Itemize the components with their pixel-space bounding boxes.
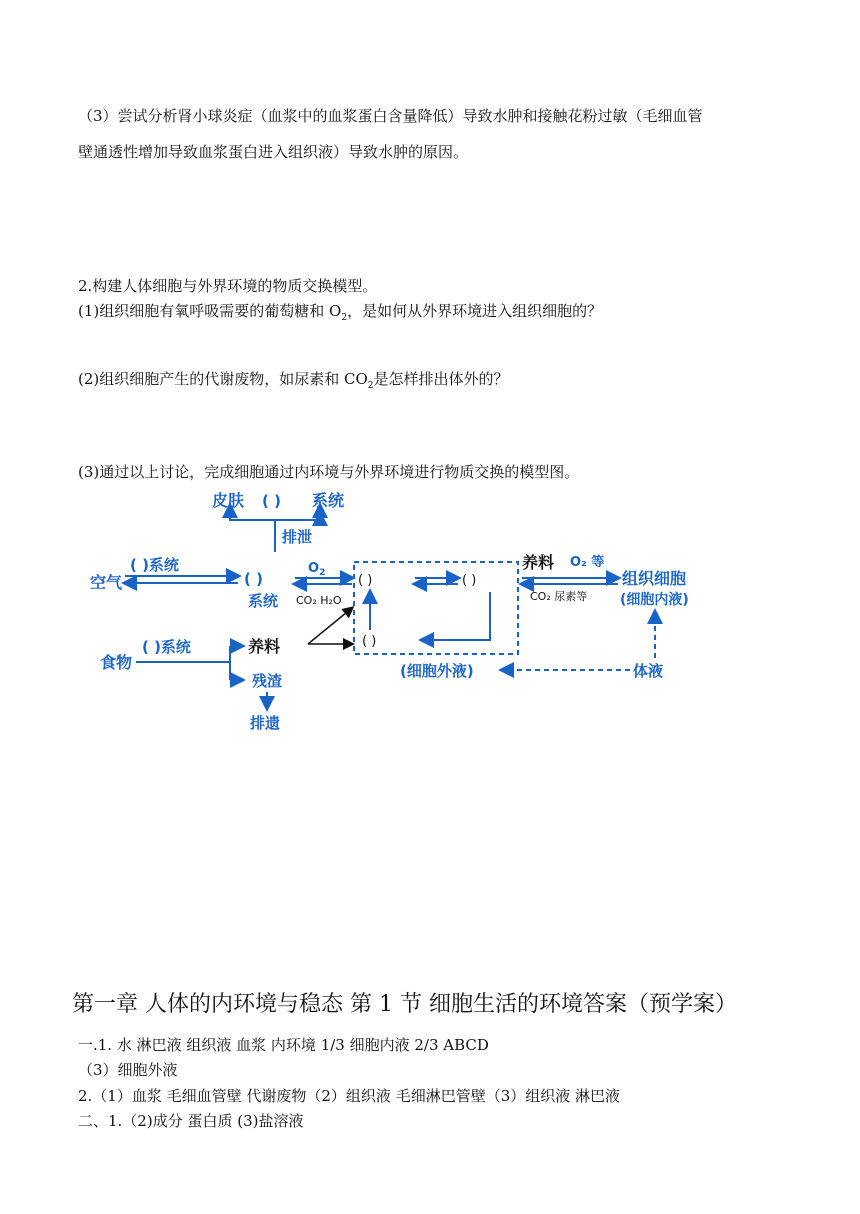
section-2-question-1: (1)组织细胞有氧呼吸需要的葡萄糖和 $O_2$，是如何从外界环境进入组织细胞的？ <box>78 302 603 323</box>
co2-h2o-label: CO₂ H₂O <box>296 594 342 607</box>
answers-line-1: 一.1. 水 淋巴液 组织液 血浆 内环境 1/3 细胞内液 2/3 ABCD <box>78 1036 489 1054</box>
tissue-cell-label: 组织细胞 <box>622 569 687 588</box>
o2-label: $O_2$ <box>308 561 326 578</box>
co2-urea-label: CO₂ 尿素等 <box>530 590 588 603</box>
body-fluid-label: 体液 <box>633 662 664 680</box>
blank-lymph: ( ) <box>362 634 377 649</box>
material-exchange-diagram <box>70 480 730 740</box>
question-3-line-2: 壁通透性增加导致血浆蛋白进入组织液）导致水肿的原因。 <box>78 143 469 161</box>
blank-system-digestive: ( )系统 <box>142 638 191 656</box>
extracellular-label: (细胞外液) <box>400 662 474 680</box>
blank-plasma: ( ) <box>358 573 373 588</box>
residue-label: 残渣 <box>252 672 283 690</box>
answers-line-4: 二、1.（2)成分 蛋白质 (3)盐溶液 <box>78 1112 304 1130</box>
arrow-tissue-to-lymph <box>422 592 490 640</box>
intracellular-label: (细胞内液) <box>620 592 689 608</box>
nutrient-right-label: 养料 <box>522 553 555 572</box>
blank-skin-system: ( ) <box>262 492 281 510</box>
section-2-question-3: (3)通过以上讨论，完成细胞通过内环境与外界环境进行物质交换的模型图。 <box>78 463 580 481</box>
o2-etc-label: O₂ 等 <box>570 555 605 570</box>
answers-line-3: 2.（1）血浆 毛细血管壁 代谢废物（2）组织液 毛细淋巴管壁（3）组织液 淋巴液 <box>78 1087 621 1105</box>
food-label: 食物 <box>100 653 133 672</box>
system-label-top: 系统 <box>312 491 345 510</box>
excretion-label: 排泄 <box>282 528 313 546</box>
excretion-bracket <box>230 514 320 520</box>
nutrient-left-label: 养料 <box>248 637 281 656</box>
section-2-question-2: (2)组织细胞产生的代谢废物，如尿素和 $CO_2$是怎样排出体外的？ <box>78 370 509 391</box>
blank-lung-system: ( ) <box>244 570 263 588</box>
answers-line-2: （3）细胞外液 <box>78 1061 178 1079</box>
air-label: 空气 <box>90 573 123 592</box>
blank-system-respiratory: ( )系统 <box>130 556 179 574</box>
arrow-nutrient-to-plasma <box>308 608 352 644</box>
question-3-line-1: （3）尝试分析肾小球炎症（血浆中的血浆蛋白含量降低）导致水肿和接触花粉过敏（毛细血管 <box>78 107 703 125</box>
egestion-label: 排遗 <box>250 714 281 732</box>
blank-tissue-fluid: ( ) <box>462 573 477 588</box>
skin-label: 皮肤 <box>212 491 245 510</box>
answers-title: 第一章 人体的内环境与稳态 第 1 节 细胞生活的环境答案（预学案） <box>72 992 737 1017</box>
section-2-title: 2.构建人体细胞与外界环境的物质交换模型。 <box>78 277 378 295</box>
system-label-middle: 系统 <box>248 592 279 610</box>
